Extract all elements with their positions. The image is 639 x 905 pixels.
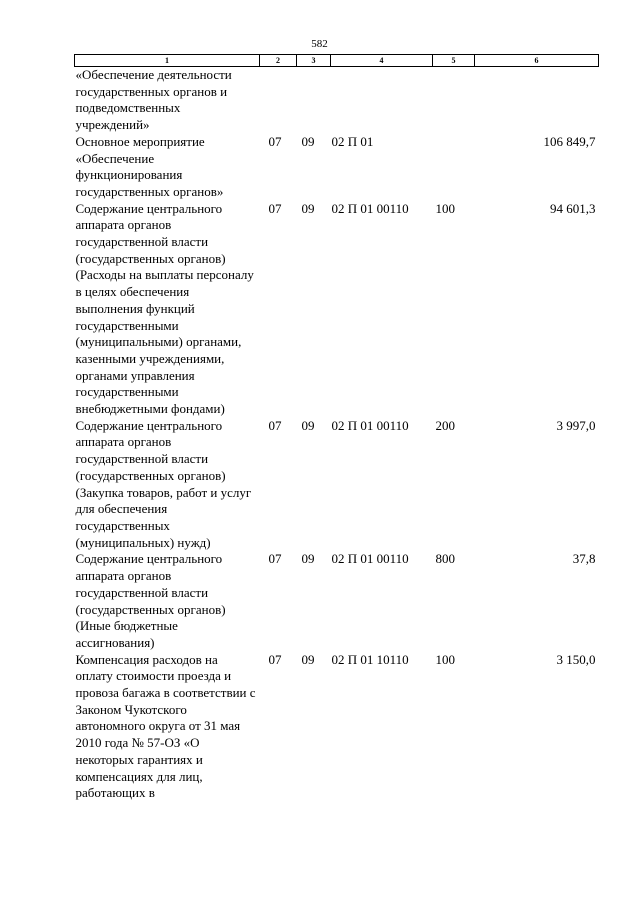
- row-expense-type: [433, 67, 475, 134]
- table-row: [75, 134, 599, 201]
- row-section: 07: [268, 551, 282, 567]
- row-name: «Обеспечение деятельности государственных органов и подведомственных учреждений»: [75, 67, 232, 133]
- row-subsection: 09: [301, 133, 315, 149]
- row-target-article: 02 П 01 00110: [331, 200, 409, 216]
- column-header-1: 1: [75, 55, 260, 67]
- column-header-4: 4: [331, 55, 433, 67]
- column-header-6: 6: [475, 55, 599, 67]
- row-amount: 37,8: [572, 551, 596, 567]
- column-header-3: 3: [297, 55, 331, 67]
- table-row: [75, 67, 599, 134]
- table-row: [75, 201, 599, 418]
- row-name: Содержание центрального аппарата органов государственной власти (государственных органов) (Иные бюджетные ассигнования): [75, 551, 226, 650]
- row-amount: 106 849,7: [543, 133, 596, 149]
- table-row: [75, 551, 599, 651]
- row-section: 07: [268, 417, 282, 433]
- row-name: Содержание центрального аппарата органов государственной власти (государственных органов) (Закупка товаров, работ и услуг для обеспечения государственных (муниципальных) нужд): [75, 417, 252, 550]
- row-target-article: [331, 67, 433, 134]
- table-row: [75, 652, 599, 802]
- row-expense-type: 100: [435, 200, 455, 216]
- table-row: [75, 418, 599, 552]
- row-subsection: 09: [301, 417, 315, 433]
- row-amount: 3 150,0: [556, 651, 596, 667]
- row-expense-type: 800: [435, 551, 455, 567]
- row-expense-type: 100: [435, 651, 455, 667]
- row-subsection: 09: [301, 551, 315, 567]
- row-subsection: 09: [301, 651, 315, 667]
- row-expense-type: 200: [435, 417, 455, 433]
- row-target-article: 02 П 01 10110: [331, 651, 409, 667]
- row-subsection: [297, 67, 331, 134]
- row-amount: [475, 67, 599, 134]
- row-section: [260, 67, 297, 134]
- row-name: Содержание центрального аппарата органов государственной власти (государственных органов) (Расходы на выплаты персоналу в целях обеспечения выполнения функций государственными (муниципальными) органами, казенными учреждениями, органами управления государственными внебюджетными фондами): [75, 200, 254, 417]
- row-expense-type: [433, 134, 475, 201]
- page-number: 582: [311, 38, 328, 50]
- column-header-2: 2: [260, 55, 297, 67]
- row-target-article: 02 П 01 00110: [331, 551, 409, 567]
- row-subsection: 09: [301, 200, 315, 216]
- row-section: 07: [268, 133, 282, 149]
- row-section: 07: [268, 200, 282, 216]
- row-section: 07: [268, 651, 282, 667]
- row-target-article: 02 П 01: [331, 133, 374, 149]
- row-amount: 3 997,0: [556, 417, 596, 433]
- column-header-5: 5: [433, 55, 475, 67]
- row-name: Компенсация расходов на оплату стоимости проезда и провоза багажа в соответствии с Законом Чукотского автономного округа от 31 мая 2010 года № 57-ОЗ «О некоторых гарантиях и компенсациях для лиц, работающих в: [75, 651, 256, 801]
- row-name: Основное мероприятие «Обеспечение функционирования государственных органов»: [75, 133, 224, 199]
- row-target-article: 02 П 01 00110: [331, 417, 409, 433]
- row-amount: 94 601,3: [550, 200, 596, 216]
- table-header-row: [75, 55, 599, 67]
- budget-table: [74, 54, 599, 802]
